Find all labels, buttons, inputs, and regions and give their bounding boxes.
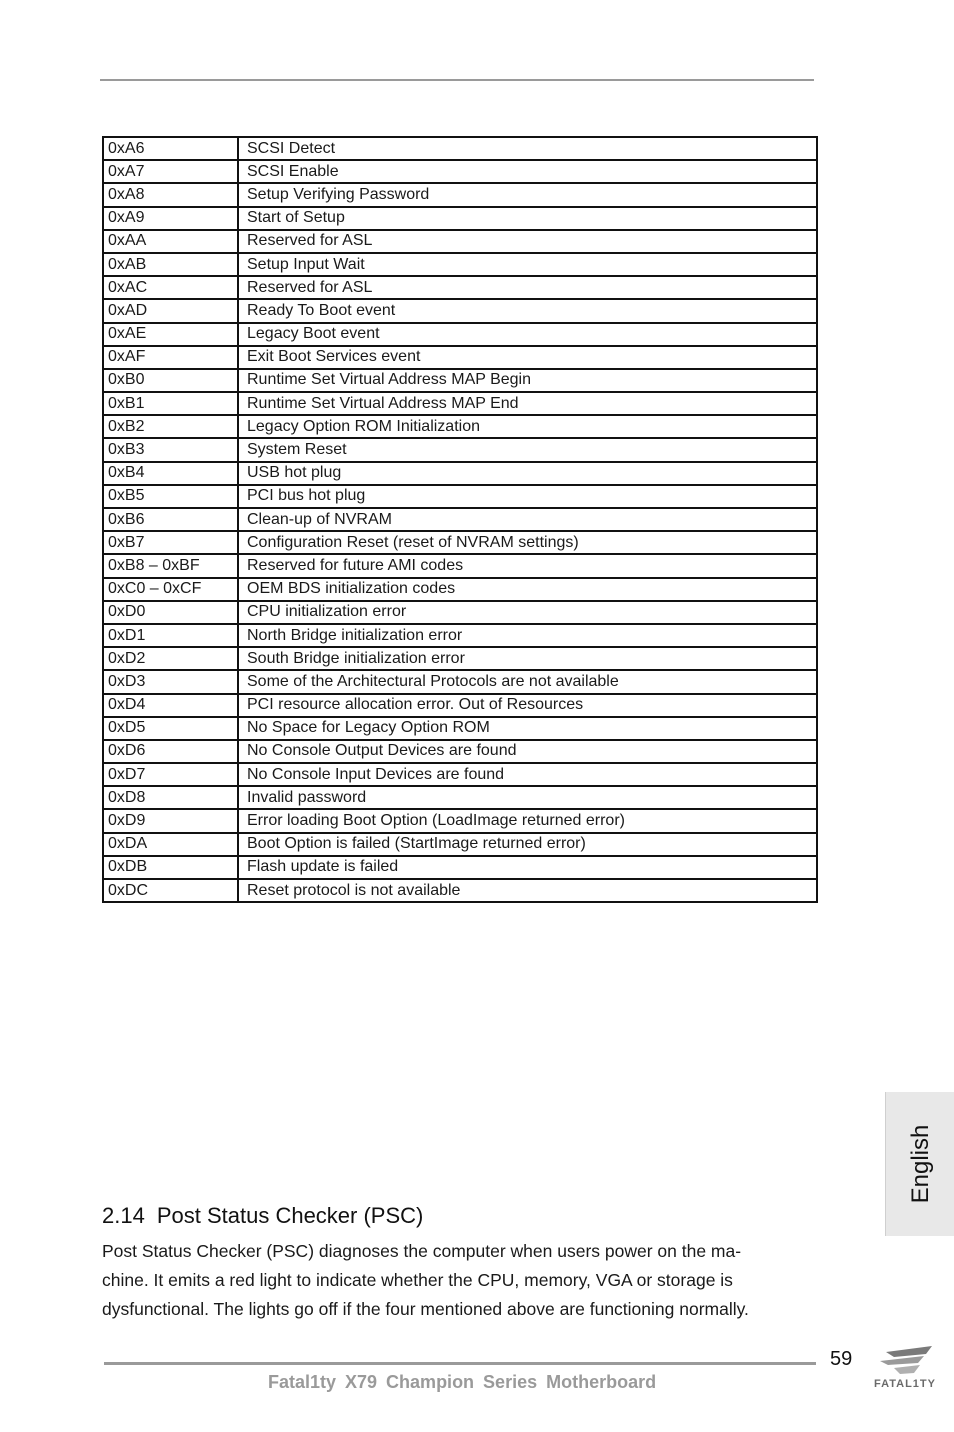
fatal1ty-logo	[864, 1342, 946, 1400]
table-row	[103, 438, 817, 461]
table-row	[103, 299, 817, 322]
post-code-cell: 0xD3	[103, 670, 238, 693]
post-code-description-cell: Start of Setup	[238, 207, 817, 230]
post-code-description-cell: Legacy Boot event	[238, 323, 817, 346]
post-code-description-cell: Setup Verifying Password	[238, 183, 817, 206]
table-row	[103, 485, 817, 508]
post-code-table	[102, 136, 818, 903]
post-code-description-cell: Clean-up of NVRAM	[238, 508, 817, 531]
table-row	[103, 230, 817, 253]
table-row	[103, 717, 817, 740]
table-row	[103, 809, 817, 832]
language-tab	[885, 1092, 954, 1236]
post-code-table-body	[103, 137, 817, 902]
post-code-description-cell: Boot Option is failed (StartImage returned error)	[238, 833, 817, 856]
table-row	[103, 415, 817, 438]
table-row	[103, 833, 817, 856]
post-code-cell: 0xAC	[103, 276, 238, 299]
post-code-description-cell: Runtime Set Virtual Address MAP Begin	[238, 369, 817, 392]
language-tab-label: English	[906, 1124, 934, 1204]
post-code-description-cell: Legacy Option ROM Initialization	[238, 415, 817, 438]
post-code-cell: 0xD5	[103, 717, 238, 740]
section-paragraph	[102, 1237, 822, 1324]
post-code-cell: 0xB2	[103, 415, 238, 438]
post-code-cell: 0xAA	[103, 230, 238, 253]
post-code-cell: 0xAF	[103, 346, 238, 369]
post-code-cell: 0xD8	[103, 786, 238, 809]
post-code-cell: 0xD0	[103, 601, 238, 624]
post-code-description-cell: Invalid password	[238, 786, 817, 809]
post-code-description-cell: Reset protocol is not available	[238, 879, 817, 902]
post-code-description-cell: No Space for Legacy Option ROM	[238, 717, 817, 740]
footer-title: Fatal1ty X79 Champion Series Motherboard	[268, 1372, 657, 1392]
table-row	[103, 253, 817, 276]
post-code-description-cell: SCSI Enable	[238, 160, 817, 183]
post-code-cell: 0xDC	[103, 879, 238, 902]
post-code-description-cell: Error loading Boot Option (LoadImage returned error)	[238, 809, 817, 832]
post-code-description-cell: PCI resource allocation error. Out of Resources	[238, 694, 817, 717]
table-row	[103, 462, 817, 485]
table-row	[103, 137, 817, 160]
table-row	[103, 763, 817, 786]
table-row	[103, 183, 817, 206]
post-code-description-cell: CPU initialization error	[238, 601, 817, 624]
table-row	[103, 531, 817, 554]
post-code-description-cell: PCI bus hot plug	[238, 485, 817, 508]
table-row	[103, 647, 817, 670]
table-row	[103, 508, 817, 531]
paragraph-line: Post Status Checker (PSC) diagnoses the computer when users power on the ma-	[102, 1241, 742, 1261]
table-row	[103, 323, 817, 346]
post-code-cell: 0xB8 – 0xBF	[103, 554, 238, 577]
post-code-cell: 0xAE	[103, 323, 238, 346]
post-code-cell: 0xD1	[103, 624, 238, 647]
post-code-cell: 0xC0 – 0xCF	[103, 578, 238, 601]
post-code-cell: 0xB3	[103, 438, 238, 461]
fatal1ty-logo-text: FATAL1TY	[874, 1378, 936, 1390]
table-row	[103, 601, 817, 624]
post-code-description-cell: Reserved for ASL	[238, 230, 817, 253]
table-row	[103, 624, 817, 647]
fatal1ty-logo-mark	[864, 1342, 946, 1378]
footer-rule	[104, 1362, 816, 1365]
post-code-description-cell: Reserved for ASL	[238, 276, 817, 299]
post-code-cell: 0xD4	[103, 694, 238, 717]
header-rule	[100, 79, 814, 81]
post-code-cell: 0xDA	[103, 833, 238, 856]
post-code-description-cell: South Bridge initialization error	[238, 647, 817, 670]
table-row	[103, 392, 817, 415]
post-code-cell: 0xB1	[103, 392, 238, 415]
table-row	[103, 740, 817, 763]
post-code-cell: 0xDB	[103, 856, 238, 879]
table-row	[103, 346, 817, 369]
section-heading	[102, 1203, 423, 1229]
table-row	[103, 369, 817, 392]
post-code-description-cell: Some of the Architectural Protocols are not available	[238, 670, 817, 693]
post-code-description-cell: Runtime Set Virtual Address MAP End	[238, 392, 817, 415]
post-code-description-cell: No Console Input Devices are found	[238, 763, 817, 786]
post-code-cell: 0xA6	[103, 137, 238, 160]
section-title: Post Status Checker (PSC)	[156, 1203, 424, 1228]
post-code-cell: 0xD7	[103, 763, 238, 786]
post-code-description-cell: Exit Boot Services event	[238, 346, 817, 369]
post-code-description-cell: OEM BDS initialization codes	[238, 578, 817, 601]
post-code-cell: 0xA9	[103, 207, 238, 230]
post-code-description-cell: Configuration Reset (reset of NVRAM settings)	[238, 531, 817, 554]
post-code-cell: 0xB5	[103, 485, 238, 508]
table-row	[103, 670, 817, 693]
post-code-description-cell: Flash update is failed	[238, 856, 817, 879]
table-row	[103, 554, 817, 577]
post-code-description-cell: System Reset	[238, 438, 817, 461]
table-row	[103, 694, 817, 717]
post-code-cell: 0xB4	[103, 462, 238, 485]
paragraph-line: chine. It emits a red light to indicate whether the CPU, memory, VGA or storage is	[102, 1270, 733, 1290]
page-number: 59	[830, 1348, 853, 1370]
table-row	[103, 207, 817, 230]
post-code-cell: 0xA7	[103, 160, 238, 183]
table-row	[103, 786, 817, 809]
post-code-cell: 0xD6	[103, 740, 238, 763]
post-code-cell: 0xB6	[103, 508, 238, 531]
post-code-description-cell: Setup Input Wait	[238, 253, 817, 276]
table-row	[103, 276, 817, 299]
table-row	[103, 160, 817, 183]
table-row	[103, 879, 817, 902]
paragraph-line: dysfunctional. The lights go off if the four mentioned above are functioning normally.	[102, 1299, 749, 1319]
post-code-description-cell: SCSI Detect	[238, 137, 817, 160]
post-code-description-cell: No Console Output Devices are found	[238, 740, 817, 763]
post-code-description-cell: USB hot plug	[238, 462, 817, 485]
post-code-cell: 0xB0	[103, 369, 238, 392]
post-code-cell: 0xA8	[103, 183, 238, 206]
section-number: 2.14	[102, 1203, 145, 1228]
post-code-cell: 0xD9	[103, 809, 238, 832]
post-code-cell: 0xAB	[103, 253, 238, 276]
table-row	[103, 578, 817, 601]
post-code-description-cell: Ready To Boot event	[238, 299, 817, 322]
post-code-cell: 0xD2	[103, 647, 238, 670]
post-code-cell: 0xAD	[103, 299, 238, 322]
post-code-description-cell: Reserved for future AMI codes	[238, 554, 817, 577]
post-code-cell: 0xB7	[103, 531, 238, 554]
table-row	[103, 856, 817, 879]
post-code-description-cell: North Bridge initialization error	[238, 624, 817, 647]
